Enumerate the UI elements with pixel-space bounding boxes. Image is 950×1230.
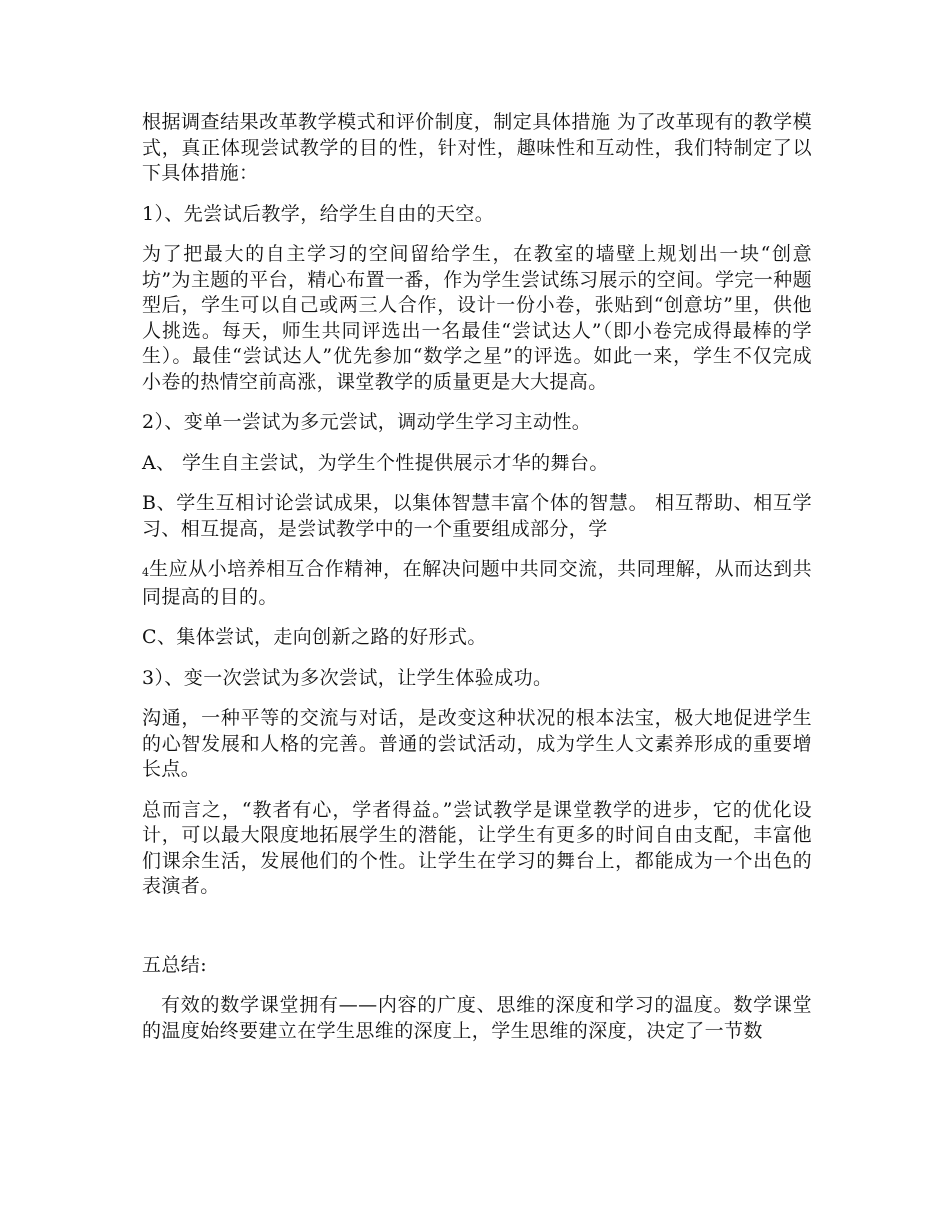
measure-2-item-a: A、 学生自主尝试，为学生个性提供展示才华的舞台。 [142,451,609,474]
page-marker: 4 [142,566,149,579]
measure-2-item-b-continued-text: 生应从小培养相互合作精神，在解决问题中共同交流，共同理解，从而达到共同提高的目的。 [142,558,812,608]
intro-paragraph: 根据调查结果改革教学模式和评价制度，制定具体措施 为了改革现有的教学模式，真正体现尝试教学的目的性，针对性，趣味性和互动性，我们特制定了以下具体措施： [142,111,812,184]
section-spacer [142,915,812,953]
section-heading: 五总结: [142,953,208,976]
communication-paragraph: 沟通，一种平等的交流与对话，是改变这种状况的根本法宝，极大地促进学生的心智发展和人格的完善。普通的尝试活动，成为学生人文素养形成的重要增长点。 [142,707,812,780]
measure-3-heading: 3）、变一次尝试为多次尝试，让学生体验成功。 [142,666,553,689]
measure-1-body: 为了把最大的自主学习的空间留给学生，在教室的墙壁上规划出一块“创意坊”为主题的平台，精心布置一番，作为学生尝试练习展示的空间。学完一种题型后，学生可以自己或两三人合作，设计一份小卷，张贴到“创意坊”里，供他人挑选。每天，师生共同评选出一名最佳“尝试达人”（即小卷完成得最棒的学生）。最佳“尝试达人”优先参加“数学之星”的评选。如此一来，学生不仅完成小卷的热情空前高涨，课堂教学的质量更是大大提高。 [142,243,812,393]
summary-paragraph: 有效的数学课堂拥有——内容的广度、思维的深度和学习的温度。数学课堂的温度始终要建立在学生思维的深度上，学生思维的深度，决定了一节数 [142,994,812,1042]
measure-2-heading: 2）、变单一尝试为多元尝试，调动学生学习主动性。 [142,411,592,433]
conclusion-paragraph: 总而言之，“教者有心，学者得益。”尝试教学是课堂教学的进步，它的优化设计，可以最大限度地拓展学生的潜能，让学生有更多的时间自由支配，丰富他们课余生活，发展他们的个性。让学生在学习的舞台上，都能成为一个出色的表演者。 [142,798,812,897]
measure-1-heading: 1）、先尝试后教学，给学生自由的天空。 [142,202,495,225]
measure-2-item-b-continued [142,557,812,610]
measure-2-item-c: C、集体尝试，走向创新之路的好形式。 [142,626,487,648]
measure-2-item-b: B、学生互相讨论尝试成果，以集体智慧丰富个体的智慧。 相互帮助、相互学习、相互提高，是尝试教学中的一个重要组成部分，学 [142,492,812,540]
document-page [142,110,812,1059]
